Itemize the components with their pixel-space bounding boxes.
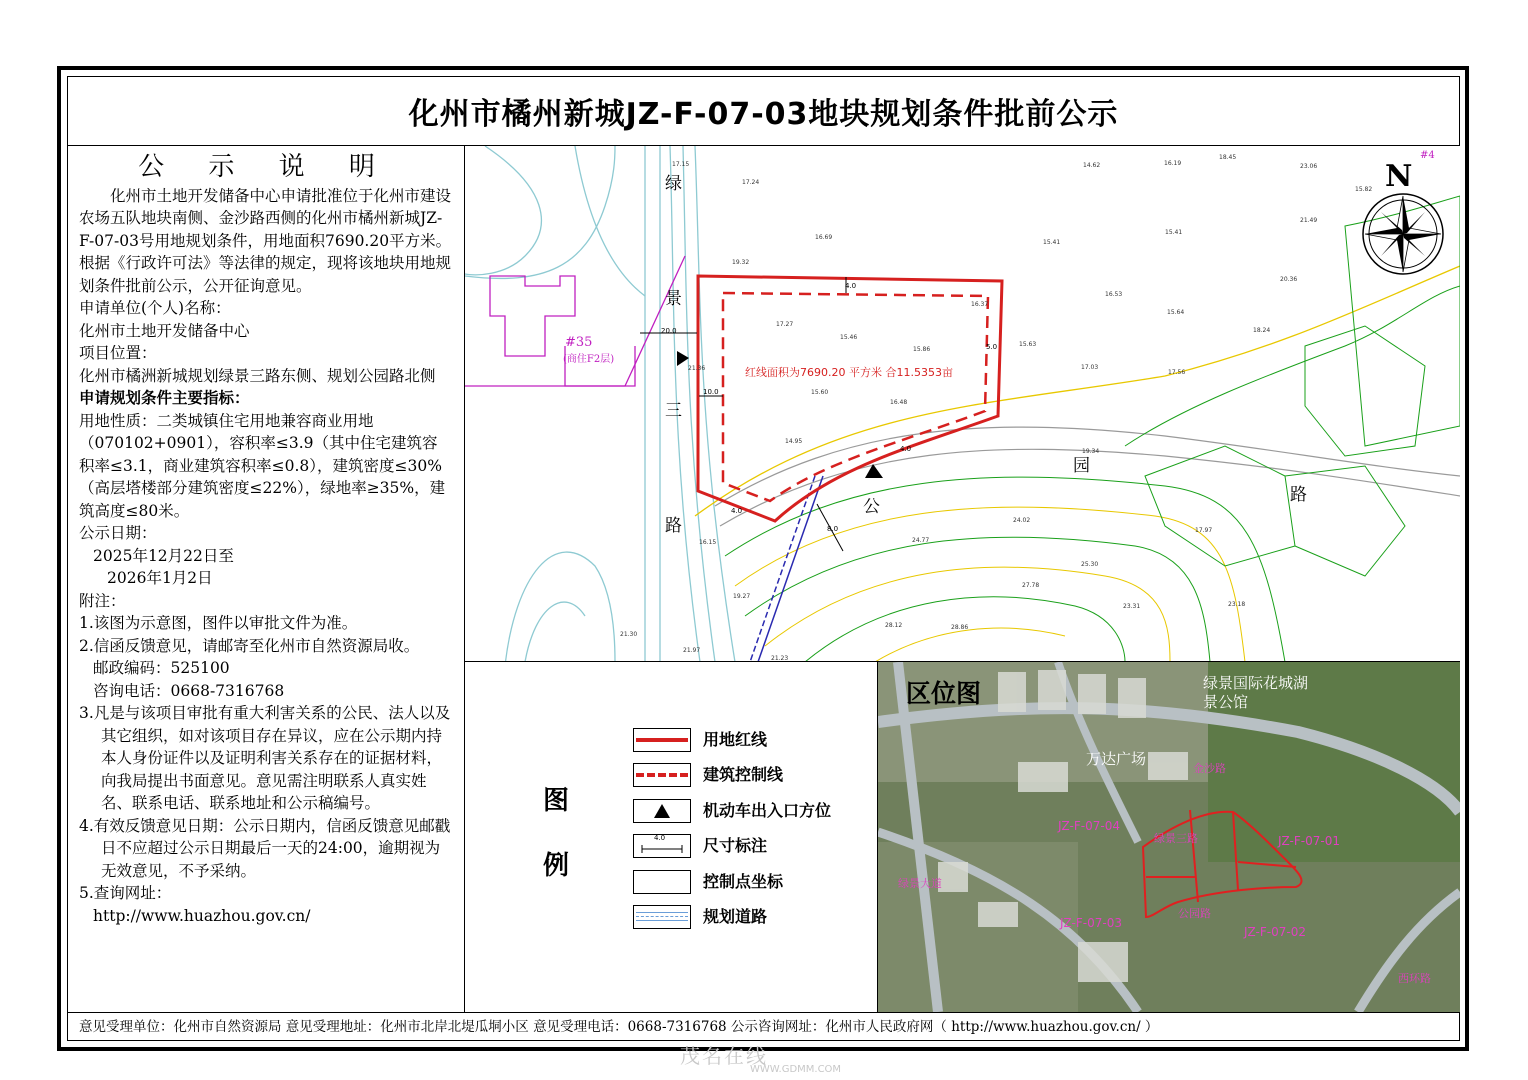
legend-swatch-planned-road — [633, 905, 691, 929]
note-2: 2.信函反馈意见，请邮寄至化州市自然资源局收。 — [79, 636, 420, 655]
road-west-1: 绿 — [665, 174, 682, 194]
road-south-3: 公 — [863, 497, 880, 517]
elev-34: 28.12 — [885, 622, 903, 629]
location-label: 项目位置： — [79, 344, 157, 362]
legend-swatch-control-line — [633, 763, 691, 787]
watermark: 茂名在线 — [680, 1044, 768, 1068]
elev-27: 17.56 — [1168, 369, 1186, 376]
elev-24: 15.63 — [1019, 341, 1037, 348]
elev-4: 19.32 — [732, 259, 750, 266]
elev-35: 28.86 — [951, 624, 969, 631]
legend-label-red-line: 用地红线 — [703, 730, 768, 749]
date-from: 2025年12月22日至 — [93, 546, 234, 565]
query-url[interactable]: http://www.huazhou.gov.cn/ — [93, 906, 311, 925]
date-label: 公示日期： — [79, 524, 157, 542]
loc-label-wanda: 万达广场 — [1086, 750, 1147, 768]
watermark-sub: WWW.GDMM.COM — [750, 1064, 842, 1075]
legend-swatch-red-line — [633, 728, 691, 752]
dim-6: 8.0 — [827, 525, 839, 533]
north-label: N — [1385, 159, 1413, 194]
elev-3: 16.69 — [815, 234, 833, 241]
loc-plot-04: JZ-F-07-04 — [1058, 819, 1120, 833]
indicators-label: 申请规划条件主要指标： — [79, 388, 250, 407]
elev-41: 21.97 — [683, 647, 701, 654]
elev-6: 15.46 — [840, 334, 858, 341]
page-title: 化州市橘州新城JZ-F-07-03地块规划条件批前公示 — [67, 76, 1460, 146]
elev-7: 15.86 — [913, 346, 931, 353]
legend-panel — [465, 662, 878, 1012]
elev-11: 21.36 — [688, 365, 706, 372]
dim-3: 10.0 — [703, 388, 719, 396]
legend-title-bottom: 例 — [543, 851, 570, 881]
loc-road-lvjingdadao: 绿景大道 — [898, 877, 942, 890]
elev-37: 17.97 — [1195, 527, 1213, 534]
elev-5: 17.27 — [776, 321, 794, 328]
note-3: 3.凡是与该项目审批有重大利害关系的公民、法人以及其它组织，如对该项目存在异议，应在公示期内持本人身份证件以及证明利害关系存在的证据材料，向我局提出书面意见。意见需注明联系人真实姓名、联系电话、联系地址和公示稿编号。 — [79, 704, 451, 812]
legend-label-control-line: 建筑控制线 — [703, 765, 784, 784]
postcode: 邮政编码：525100 — [93, 659, 230, 677]
loc-road-xihuan: 西环路 — [1398, 972, 1431, 985]
loc-road-gongyuan: 公园路 — [1178, 907, 1211, 920]
legend-title-top: 图 — [543, 786, 570, 816]
elev-8: 15.60 — [811, 389, 829, 396]
note-5: 5.查询网址： — [79, 884, 172, 902]
applicant-label: 申请单位(个人)名称： — [79, 299, 231, 317]
compass-icon — [1363, 194, 1443, 274]
elev-12: 14.62 — [1083, 162, 1101, 169]
loc-road-jinsha: 金沙路 — [1193, 762, 1226, 775]
elev-26: 17.03 — [1081, 364, 1099, 371]
road-south-1: 园 — [1073, 456, 1090, 476]
location-map — [878, 662, 1460, 1012]
plot-tag: #35 — [565, 335, 593, 350]
notice-panel — [67, 146, 465, 1012]
elev-13: 16.19 — [1164, 160, 1182, 167]
legend-dim-value: 4.0 — [654, 834, 666, 842]
elev-2: 17.24 — [742, 179, 760, 186]
elev-39: 19.27 — [733, 593, 751, 600]
elev-42: 21.23 — [771, 655, 789, 662]
plot-sub: (商住F2层) — [563, 354, 615, 365]
elev-17: 21.49 — [1300, 217, 1318, 224]
legend-swatch-control-point — [633, 870, 691, 894]
location-title: 区位图 — [906, 679, 982, 708]
elev-36: 23.18 — [1228, 601, 1246, 608]
elev-21: 16.53 — [1105, 291, 1123, 298]
loc-plot-03: JZ-F-07-03 — [1060, 916, 1122, 930]
corner-tag: #4 — [1420, 150, 1435, 161]
notes-label: 附注： — [79, 591, 126, 610]
triangle-icon — [634, 800, 690, 822]
site-plan-map — [465, 146, 1460, 662]
elev-40: 21.30 — [620, 631, 638, 638]
elev-15: 23.06 — [1300, 163, 1318, 170]
elev-38: 16.15 — [699, 539, 717, 546]
dim-2: 20.0 — [661, 327, 677, 335]
note-1: 1.该图为示意图，图件以审批文件为准。 — [79, 614, 358, 632]
loc-road-lvjing3: 绿景三路 — [1154, 832, 1198, 845]
location-map-svg — [878, 662, 1460, 1012]
dim-4: 5.0 — [986, 343, 998, 351]
road-west-4: 路 — [665, 516, 682, 536]
road-west-2: 景 — [665, 289, 682, 309]
area-label: 红线面积为7690.20 平方米 合11.5353亩 — [745, 366, 953, 379]
legend-label-dimension: 尺寸标注 — [703, 836, 768, 855]
elev-32: 27.78 — [1022, 582, 1040, 589]
elev-28: 19.34 — [1082, 448, 1100, 455]
elev-22: 15.64 — [1167, 309, 1185, 316]
dim-7: 4.0 — [731, 507, 743, 515]
notice-intro: 化州市土地开发储备中心申请批准位于化州市建设农场五队地块南侧、金沙路西侧的化州市橘州新城JZ-F-07-03号用地规划条件，用地面积7690.20平方米。根据《行政许可法》等法律的规定，现将该地块用地规划条件批前公示，公开征询意见。 — [79, 186, 452, 295]
date-to: 2026年1月2日 — [107, 569, 213, 587]
phone: 咨询电话：0668-7316768 — [93, 681, 285, 700]
elev-19: 15.41 — [1165, 229, 1183, 236]
elev-1: 17.15 — [672, 161, 690, 168]
elev-20: 20.36 — [1280, 276, 1298, 283]
note-4: 4.有效反馈意见日期：公示日期内，信函反馈意见邮戳日不应超过公示日期最后一天的24:00，逾期视为无效意见，不予采纳。 — [79, 816, 451, 880]
legend-label-planned-road: 规划道路 — [703, 907, 768, 926]
loc-label-lvjing: 绿景国际花城湖景公馆 — [1203, 674, 1309, 711]
elev-31: 25.30 — [1081, 561, 1099, 568]
legend-label-entry: 机动车出入口方位 — [703, 801, 832, 820]
footer-bar: 意见受理单位：化州市自然资源局 意见受理地址：化州市北岸北堤瓜垌小区 意见受理电话：0668-7316768 公示咨询网址：化州市人民政府网（ http://www.huazhou.gov.cn/ ） — [67, 1012, 1460, 1041]
elev-25: 18.24 — [1253, 327, 1271, 334]
elev-33: 23.31 — [1123, 603, 1141, 610]
applicant-value: 化州市土地开发储备中心 — [79, 321, 250, 340]
location-value: 化州市橘洲新城规划绿景三路东侧、规划公园路北侧 — [79, 366, 436, 385]
elev-29: 24.02 — [1013, 517, 1031, 524]
loc-plot-02: JZ-F-07-02 — [1244, 925, 1306, 939]
notice-heading: 公 示 说 明 — [138, 152, 393, 182]
elev-16: 15.82 — [1355, 186, 1373, 193]
elev-10: 14.95 — [785, 438, 803, 445]
elev-23: 16.37 — [971, 301, 989, 308]
loc-plot-01: JZ-F-07-01 — [1278, 834, 1340, 848]
legend-swatch-entry — [633, 799, 691, 823]
legend-label-control-point: 控制点坐标 — [703, 872, 784, 891]
indicators-value: 用地性质：二类城镇住宅用地兼容商业用地（070102+0901），容积率≤3.9（其中住宅建筑容积率≤3.1，商业建筑容积率≤0.8），建筑密度≤30%（高层塔楼部分建筑密度≤22%），绿地率≥35%，建筑高度≤80米。 — [79, 411, 446, 520]
elev-14: 18.45 — [1219, 154, 1237, 161]
elev-18: 15.41 — [1043, 239, 1061, 246]
site-plan-svg — [465, 146, 1460, 662]
road-west-3: 三 — [665, 401, 682, 421]
elev-30: 24.77 — [912, 537, 930, 544]
dimension-icon — [634, 835, 690, 857]
dim-1: 4.0 — [845, 282, 857, 290]
elev-9: 16.48 — [890, 399, 908, 406]
legend-swatch-dimension — [633, 834, 691, 858]
dim-5: 4.0 — [900, 445, 912, 453]
road-south-2: 路 — [1290, 485, 1307, 505]
